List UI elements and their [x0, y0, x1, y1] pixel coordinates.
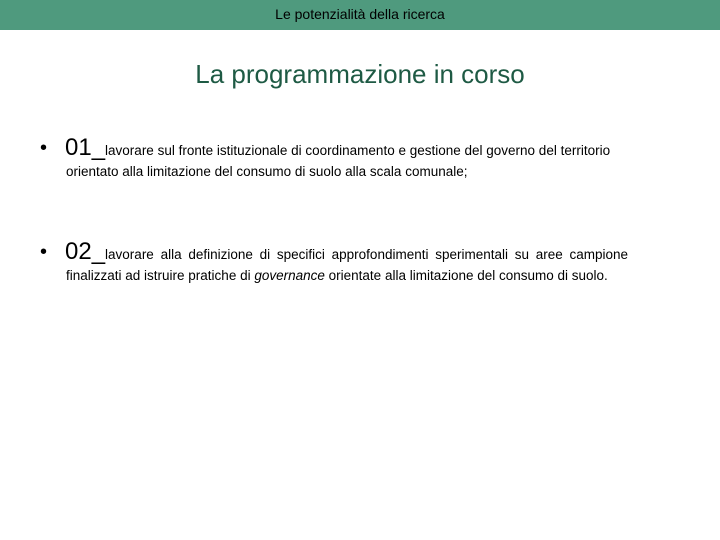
bullet-text: lavorare sul fronte istituzionale di coordinamento e gestione del governo del territorio	[105, 143, 611, 158]
bullet-dot-icon: •	[40, 241, 48, 263]
bullet-continuation	[66, 266, 676, 286]
bullet-text-before: finalizzati ad istruire pratiche di	[66, 268, 255, 283]
bullet-number: 02_	[65, 238, 106, 265]
bullet-continuation: orientato alla limitazione del consumo di suolo alla scala comunale;	[66, 164, 468, 179]
bullet-text-after: orientate alla limitazione del consumo di suolo.	[324, 268, 608, 283]
bullet-dot-icon: •	[40, 137, 48, 159]
header-title: Le potenzialità della ricerca	[275, 6, 445, 22]
bullet-text-italic: governance	[254, 268, 325, 283]
bullet-text: lavorare alla definizione di specifici approfondimenti sperimentali su aree campione	[105, 247, 629, 262]
header-bar	[0, 0, 720, 30]
bullet-number: 01_	[65, 134, 106, 161]
slide-title: La programmazione in corso	[195, 59, 525, 89]
